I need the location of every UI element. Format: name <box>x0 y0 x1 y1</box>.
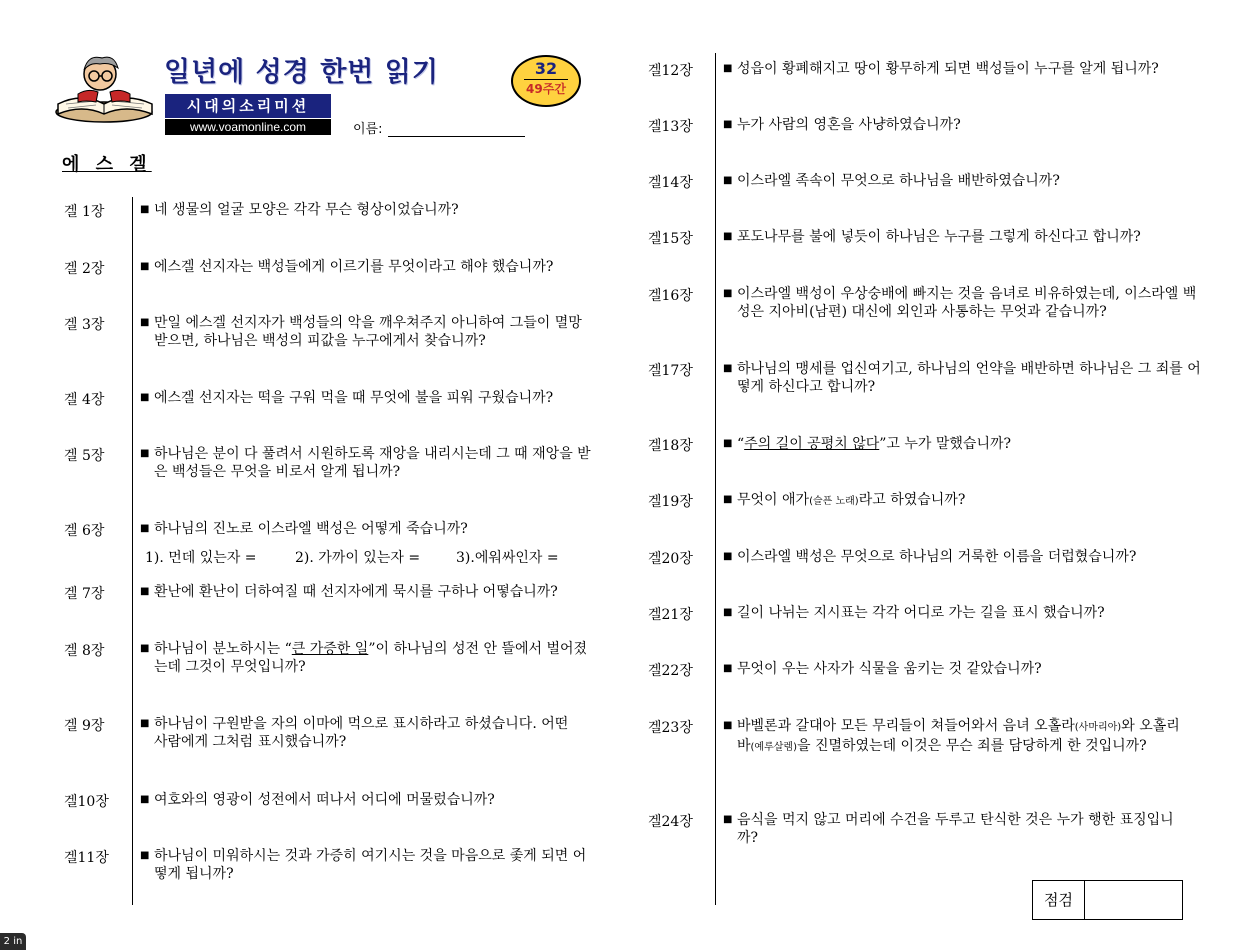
chapter-label: 겔13장 <box>648 119 693 135</box>
bullet-icon: ■ <box>140 794 150 805</box>
question: ■ 하나님이 분노하시는 “큰 가증한 일”이 하나님의 성전 안 뜰에서 벌어졌는데 그것이 무엇입니까? <box>140 641 588 675</box>
bullet-icon: ■ <box>723 814 733 825</box>
brand-name: 시대의소리미션 <box>165 94 331 118</box>
chapter-label: 겔16장 <box>648 288 693 304</box>
bullet-icon: ■ <box>140 204 150 215</box>
bullet-icon: ■ <box>723 119 733 130</box>
question: ■ 포도나무를 불에 넣듯이 하나님은 누구를 그렇게 하신다고 합니까? <box>723 229 1141 245</box>
question: ■ 하나님이 미워하시는 것과 가증히 여기시는 것을 마음으로 좇게 되면 어떻게 됩니까? <box>140 848 587 882</box>
bullet-icon: ■ <box>140 523 150 534</box>
question: ■ 무엇이 애가(슬픈 노래)라고 하였습니까? <box>723 492 966 508</box>
left-column-divider <box>132 197 133 905</box>
bullet-icon: ■ <box>140 586 150 597</box>
chapter-label: 겔20장 <box>648 551 693 567</box>
chapter-label: 겔22장 <box>648 663 693 679</box>
answer-item[interactable]: 3).에워싸인자 = <box>456 550 559 566</box>
question: ■ 음식을 먹지 않고 머리에 수건을 두루고 탄식한 것은 누가 행한 표징입니까? <box>723 812 1174 846</box>
question: ■ 바벨론과 갈대아 모든 무리들이 쳐들어와서 음녀 오홀라(사마리아)와 오홀리바(예루살렘)을 진멸하였는데 이것은 무슨 죄를 담당하게 한 것입니까? <box>723 718 1180 754</box>
name-blank-line[interactable] <box>388 136 525 137</box>
check-box[interactable] <box>1032 880 1183 920</box>
name-label: 이름: <box>353 122 383 137</box>
bullet-icon: ■ <box>723 607 733 618</box>
chapter-label: 겔 7장 <box>64 586 105 602</box>
chapter-label: 겔 1장 <box>64 204 105 220</box>
bullet-icon: ■ <box>723 175 733 186</box>
bullet-icon: ■ <box>140 261 150 272</box>
chapter-label: 겔19장 <box>648 494 693 510</box>
reading-mascot-icon <box>52 52 157 124</box>
chapter-label: 겔 8장 <box>64 643 105 659</box>
chapter-label: 겔23장 <box>648 720 693 736</box>
question: ■ 이스라엘 족속이 무엇으로 하나님을 배반하였습니까? <box>723 173 1060 189</box>
book-title: 에 스 겔 <box>62 154 152 175</box>
question: ■ 여호와의 영광이 성전에서 떠나서 어디에 머물렀습니까? <box>140 792 495 808</box>
bullet-icon: ■ <box>140 643 150 654</box>
question: ■ 환난에 환난이 더하여질 때 선지자에게 묵시를 구하나 어떻습니까? <box>140 584 558 600</box>
answer-item[interactable]: 2). 가까이 있는자 = <box>295 550 421 566</box>
question: ■ 하나님의 진노로 이스라엘 백성은 어떻게 죽습니까? <box>140 521 468 537</box>
bullet-icon: ■ <box>723 551 733 562</box>
check-label: 점검 <box>1033 881 1085 919</box>
chapter-label: 겔15장 <box>648 231 693 247</box>
bullet-icon: ■ <box>723 288 733 299</box>
bullet-icon: ■ <box>140 850 150 861</box>
chapter-label: 겔 3장 <box>64 317 105 333</box>
page-title: 일년에 성경 한번 읽기 <box>164 57 439 88</box>
badge-divider <box>524 79 568 80</box>
question: ■ 만일 에스겔 선지자가 백성들의 악을 깨우쳐주지 아니하여 그들이 멸망 받으면, 하나님은 백성의 피값을 누구에게서 찾습니까? <box>140 315 582 349</box>
question: ■ 길이 나뉘는 지시표는 각각 어디로 가는 길을 표시 했습니까? <box>723 605 1105 621</box>
badge-week: 49주간 <box>526 82 566 96</box>
brand-url: www.voamonline.com <box>165 119 331 135</box>
underlined-phrase: 주의 길이 공평치 않다 <box>744 436 880 452</box>
question: ■ 이스라엘 백성은 무엇으로 하나님의 거룩한 이름을 더럽혔습니까? <box>723 549 1137 565</box>
chapter-label: 겔18장 <box>648 438 693 454</box>
bullet-icon: ■ <box>723 63 733 74</box>
question: ■ “주의 길이 공평치 않다”고 누가 말했습니까? <box>723 436 1012 452</box>
question: ■ 무엇이 우는 사자가 식물을 움키는 것 같았습니까? <box>723 661 1042 677</box>
chapter-label: 겔 9장 <box>64 718 105 734</box>
chapter-label: 겔14장 <box>648 175 693 191</box>
bullet-icon: ■ <box>723 720 733 731</box>
chapter-label: 겔 6장 <box>64 523 105 539</box>
question: ■ 누가 사람의 영혼을 사냥하였습니까? <box>723 117 961 133</box>
lesson-badge <box>511 55 581 107</box>
bullet-icon: ■ <box>723 438 733 449</box>
chapter-label: 겔12장 <box>648 63 693 79</box>
chapter-label: 겔 5장 <box>64 448 105 464</box>
question: ■ 에스겔 선지자는 떡을 구워 먹을 때 무엇에 불을 피워 구웠습니까? <box>140 390 554 406</box>
bullet-icon: ■ <box>140 718 150 729</box>
chapter-label: 겔21장 <box>648 607 693 623</box>
chapter-label: 겔11장 <box>64 850 109 866</box>
bullet-icon: ■ <box>723 494 733 505</box>
question: ■ 하나님의 맹세를 업신여기고, 하나님의 언약을 배반하면 하나님은 그 죄를 어떻게 하신다고 합니까? <box>723 361 1201 395</box>
chapter-label: 겔 4장 <box>64 392 105 408</box>
question: ■ 하나님이 구원받을 자의 이마에 먹으로 표시하라고 하셨습니다. 어떤 사람에게 그처럼 표시했습니까? <box>140 716 569 750</box>
badge-number: 32 <box>534 59 558 78</box>
bullet-icon: ■ <box>140 317 150 328</box>
bullet-icon: ■ <box>140 392 150 403</box>
bullet-icon: ■ <box>723 363 733 374</box>
chapter-label: 겔 2장 <box>64 261 105 277</box>
question: ■ 네 생물의 얼굴 모양은 각각 무슨 형상이었습니까? <box>140 202 459 218</box>
underlined-phrase: 큰 가증한 일 <box>291 641 369 657</box>
corner-badge: 2 in <box>0 933 26 950</box>
bullet-icon: ■ <box>723 231 733 242</box>
chapter-label: 겔24장 <box>648 814 693 830</box>
chapter-label: 겔10장 <box>64 794 109 810</box>
question: ■ 에스겔 선지자는 백성들에게 이르기를 무엇이라고 해야 했습니까? <box>140 259 554 275</box>
bullet-icon: ■ <box>140 448 150 459</box>
question: ■ 이스라엘 백성이 우상숭배에 빠지는 것을 음녀로 비유하였는데, 이스라엘 백성은 지아비(남편) 대신에 외인과 사통하는 무엇과 같습니까? <box>723 286 1197 320</box>
bullet-icon: ■ <box>723 663 733 674</box>
question: ■ 하나님은 분이 다 풀려서 시원하도록 재앙을 내리시는데 그 때 재앙을 받은 백성들은 무엇을 비로서 알게 됩니까? <box>140 446 591 480</box>
question: ■ 성읍이 황폐해지고 땅이 황무하게 되면 백성들이 누구를 알게 됩니까? <box>723 61 1159 77</box>
chapter-label: 겔17장 <box>648 363 693 379</box>
answer-item[interactable]: 1). 먼데 있는자 = <box>145 550 257 566</box>
right-column-divider <box>715 53 716 905</box>
